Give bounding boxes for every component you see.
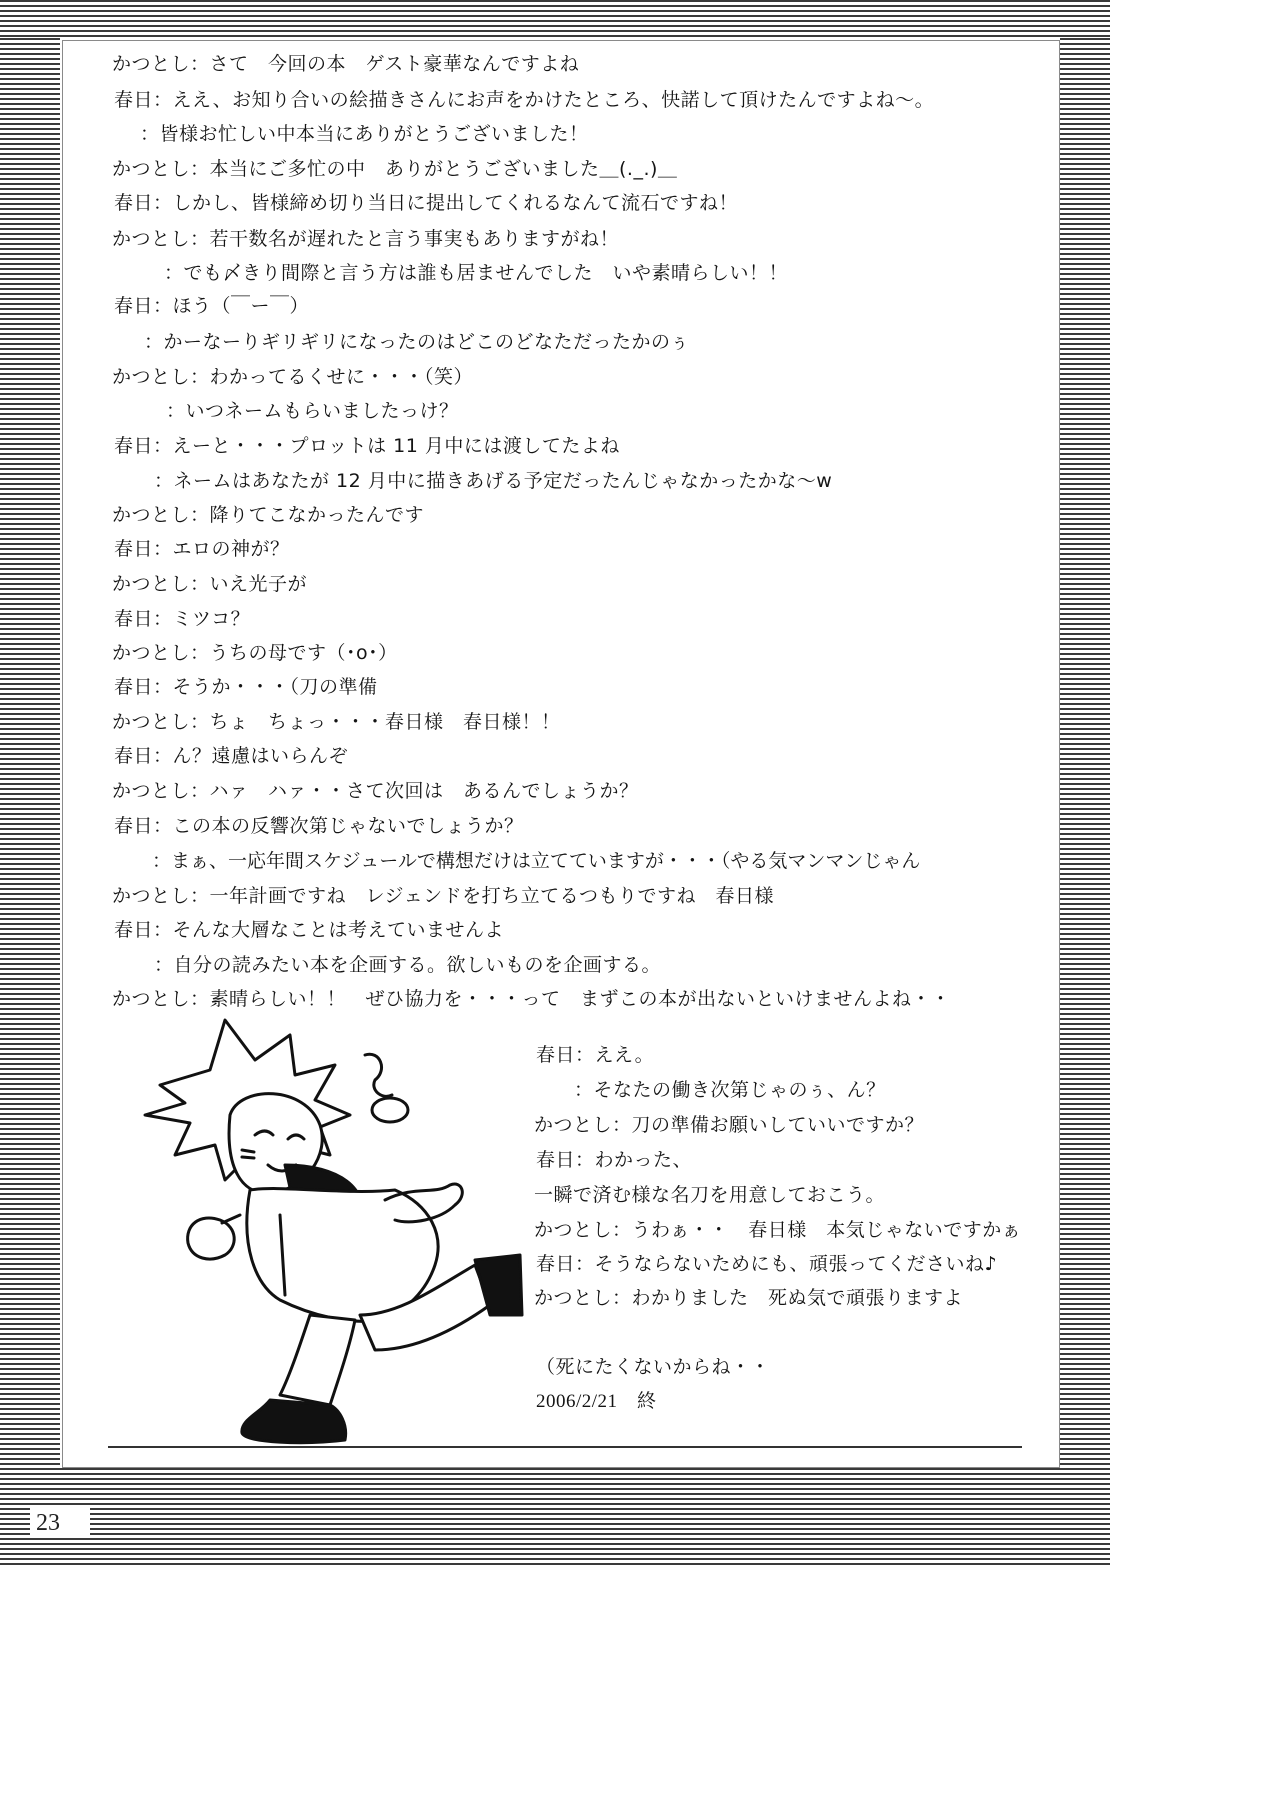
dialogue-line: ：皆様お忙しい中本当にありがとうございました！ <box>140 123 589 145</box>
dialogue-line: かつとし：ちょ ちょっ・・・春日様 春日様！！ <box>112 711 561 733</box>
dialogue-line: かつとし：素晴らしい！！ ぜひ協力を・・・って まずこの本が出ないといけませんよね・・ <box>112 988 951 1010</box>
dialogue-line: 春日：ん？遠慮はいらんぞ <box>114 745 349 767</box>
dialogue-line-right: 一瞬で済む様な名刀を用意しておこう。 <box>534 1184 886 1206</box>
dialogue-line-right: （死にたくないからね・・ <box>536 1356 771 1378</box>
dialogue-line: 春日：ほう（￣ー￣） <box>114 295 310 317</box>
dialogue-line: 春日：ええ、お知り合いの絵描きさんにお声をかけたところ、快諾して頂けたんですよね～。 <box>114 89 935 111</box>
dialogue-line: かつとし：降りてこなかったんです <box>112 504 425 526</box>
dialogue-line: ：まぁ、一応年間スケジュールで構想だけは立てていますが・・・（やる気マンマンじゃん <box>152 850 921 872</box>
chibi-character-illustration <box>130 1015 530 1455</box>
dialogue-line: 春日：エロの神が？ <box>114 538 290 560</box>
horizontal-rule <box>108 1446 1022 1448</box>
dialogue-line-right: ：そなたの働き次第じゃのぅ、ん？ <box>574 1079 886 1101</box>
dialogue-line: 春日：ミツコ？ <box>114 608 251 630</box>
dialogue-line-right: 春日：そうならないためにも、頑張ってくださいね♪ <box>536 1253 998 1275</box>
dialogue-line: ：でも〆きり間際と言う方は誰も居ませんでした いや素晴らしい！！ <box>164 262 789 284</box>
dialogue-line: かつとし：一年計画ですね レジェンドを打ち立てるつもりですね 春日様 <box>112 885 774 907</box>
dialogue-line: かつとし：若干数名が遅れたと言う事実もありますがね！ <box>112 228 620 250</box>
hatched-border-left <box>0 38 60 1468</box>
dialogue-line: ：ネームはあなたが 12 月中に描きあげる予定だったんじゃなかったかな～w <box>154 470 833 492</box>
dialogue-line-right: かつとし：わかりました 死ぬ気で頑張りますよ <box>534 1287 964 1309</box>
dialogue-line: かつとし：ハァ ハァ・・さて次回は あるんでしょうか？ <box>112 780 639 802</box>
dialogue-line: 春日：この本の反響次第じゃないでしょうか？ <box>114 815 524 837</box>
dialogue-line: かつとし：本当にご多忙の中 ありがとうございました＿(._.)＿ <box>112 158 678 180</box>
dialogue-line: ：自分の読みたい本を企画する。欲しいものを企画する。 <box>154 954 662 976</box>
hatched-border-right <box>1060 38 1110 1468</box>
dialogue-line: かつとし：さて 今回の本 ゲスト豪華なんですよね <box>112 53 580 75</box>
dialogue-line: ：かーなーりギリギリになったのはどこのどなただったかのぅ <box>144 331 690 353</box>
dialogue-line-right: 春日：ええ。 <box>536 1044 655 1066</box>
hatched-border-bottom <box>0 1468 1110 1568</box>
dialogue-line: かつとし：うちの母です（･o･） <box>112 642 398 664</box>
dialogue-line-right: かつとし：刀の準備お願いしていいですか？ <box>534 1114 925 1136</box>
dialogue-line-right: かつとし：うわぁ・・ 春日様 本気じゃないですかぁ <box>534 1219 1022 1241</box>
dialogue-line: 春日：えーと・・・プロットは 11 月中には渡してたよね <box>114 435 620 457</box>
dialogue-line: かつとし：いえ光子が <box>112 573 308 595</box>
dialogue-line: ：いつネームもらいましたっけ？ <box>166 400 459 422</box>
page-number: 23 <box>36 1510 60 1536</box>
dialogue-line: かつとし：わかってるくせに・・・（笑） <box>112 366 474 388</box>
dialogue-line: 春日：そうか・・・（刀の準備 <box>114 676 378 698</box>
dialogue-line: 春日：そんな大層なことは考えていませんよ <box>114 919 505 941</box>
dialogue-line: 春日：しかし、皆様締め切り当日に提出してくれるなんて流石ですね！ <box>114 192 739 214</box>
dialogue-line-right: 春日：わかった、 <box>536 1149 693 1171</box>
hatched-border-top <box>0 0 1110 38</box>
dialogue-line-right: 2006/2/21 終 <box>536 1391 657 1412</box>
